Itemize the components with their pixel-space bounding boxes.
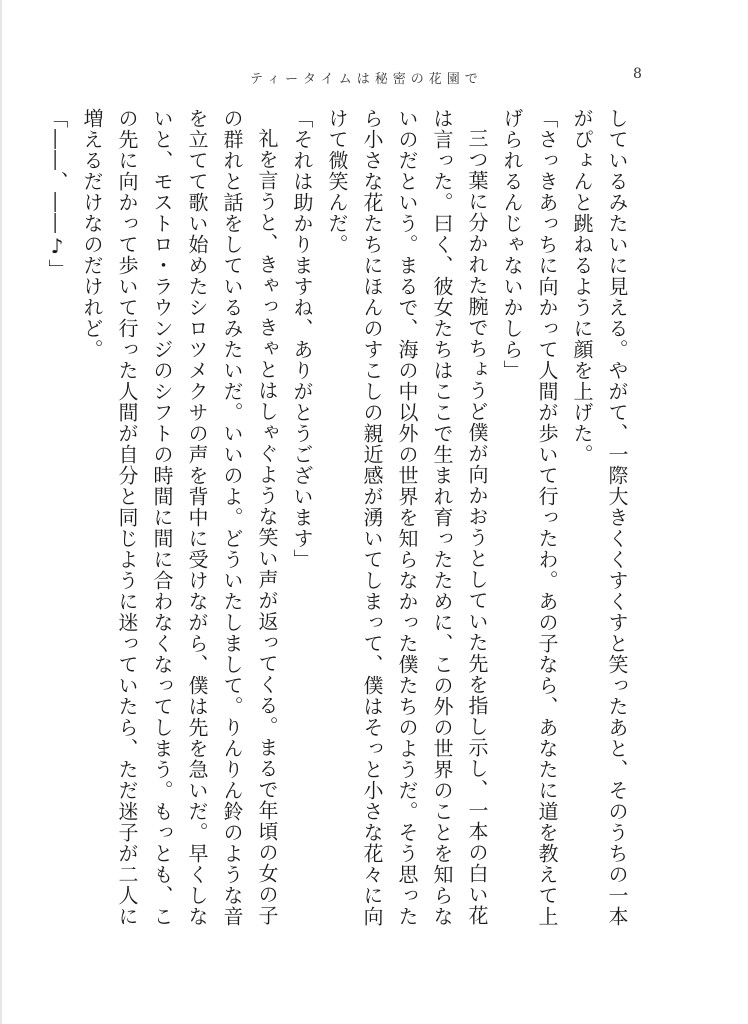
paragraph-5: 礼を言うと、きゃっきゃとはしゃぐような笑い声が返ってくる。まるで年頃の女の子の群れと話をしているみたいだ。いいのよ。どういたしまして。りんりん鈴のような音を立てて歌い始めたシロツメクサの声を背中に受けながら、僕は先を急いだ。早くしないと、モストロ・ラウンジのシフトの時間に間に合わなくなってしまう。もっとも、この先に向かって歩いて行った人間が自分と同じように迷っていたら、ただ迷子が二人に増えるだけなのだけれど。 (80, 108, 279, 927)
paragraph-2-dialogue: 「さっきあっちに向かって人間が歩いて行ったわ。あの子なら、あなたに道を教えて上げられるんじゃないかしら」 (500, 108, 559, 927)
page-edge (0, 0, 2, 1024)
vertical-text-body (45, 108, 634, 928)
paragraph-4-dialogue: 「それは助かりますね、ありがとうございます」 (290, 108, 314, 570)
paragraph-6-song: 「――、――♪」 (45, 108, 69, 280)
paragraph-1: しているみたいに見える。やがて、一際大きくくすくすと笑ったあと、そのうちの一本がぴょんと跳ねるように顔を上げた。 (570, 108, 629, 927)
running-header-title: ティータイムは秘密の花園で (250, 72, 483, 87)
paragraph-3: 三つ葉に分かれた腕でちょうど僕が向かおうとしていた先を指し示し、一本の白い花は言った。曰く、彼女たちはここで生まれ育ったために、この外の世界のことを知らないのだという。まるで、海の中以外の世界を知らなかった僕たちのようだ。そう思ったら小さな花たちにほんのすこしの親近感が湧いてしまって、僕はそっと小さな花々に向けて微笑んだ。 (325, 108, 489, 927)
page-number: 8 (633, 66, 642, 82)
